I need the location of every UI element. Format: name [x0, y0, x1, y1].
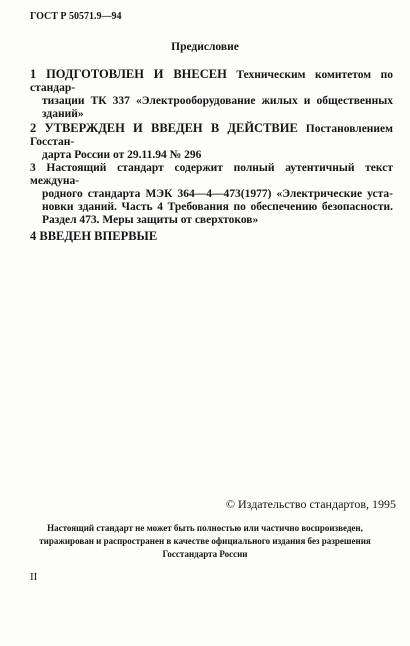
item-1-line-1 [30, 68, 393, 95]
copyright-line: © Издательство стандартов, 1995 [225, 497, 396, 511]
notice-line-2: тиражирован и распространен в качестве официального издания без разрешения [39, 536, 371, 546]
item-2 [30, 122, 393, 162]
item-1-line-2: тизации ТК 337 «Электрооборудование жилых и общественных [42, 95, 393, 107]
notice-line-1: Настоящий стандарт не может быть полностью или частично воспроизведен, [47, 523, 363, 533]
item-2-lead: 2 УТВЕРЖДЕН И ВВЕДЕН В ДЕЙСТВИЕ [30, 121, 298, 135]
item-1-line-1-rest: Техническим комитетом по стандар- [30, 69, 393, 94]
item-4-lead: 4 ВВЕДЕН ВПЕРВЫЕ [30, 229, 158, 243]
document-id: ГОСТ Р 50571.9—94 [30, 11, 122, 22]
item-1-line-3: зданий» [42, 108, 84, 120]
notice-line-3: Госстандарта России [162, 549, 248, 559]
item-1 [30, 68, 393, 121]
item-2-line-2: дарта России от 29.11.94 № 296 [42, 149, 202, 161]
item-2-line-1 [30, 122, 393, 149]
item-3-line-2: родного стандарта МЭК 364—4—473(1977) «Электрические уста- [42, 188, 393, 200]
item-3-line-1: 3 Настоящий стандарт содержит полный аутентичный текст междуна- [30, 162, 393, 187]
item-3-line-4: Раздел 473. Меры защиты от сверхтоков» [42, 214, 259, 226]
reproduction-notice [0, 522, 410, 561]
item-3-line-3: новки зданий. Часть 4 Требования по обеспечению безопасности. [42, 201, 393, 213]
page-number: II [30, 571, 38, 583]
page-title: Предисловие [171, 41, 239, 53]
item-4-line-1 [30, 230, 393, 244]
item-4 [30, 230, 393, 244]
item-2-line-1-rest: Постановлением Госстан- [30, 123, 393, 148]
item-3 [30, 162, 393, 227]
item-1-lead: 1 ПОДГОТОВЛЕН И ВНЕСЕН [30, 67, 227, 81]
